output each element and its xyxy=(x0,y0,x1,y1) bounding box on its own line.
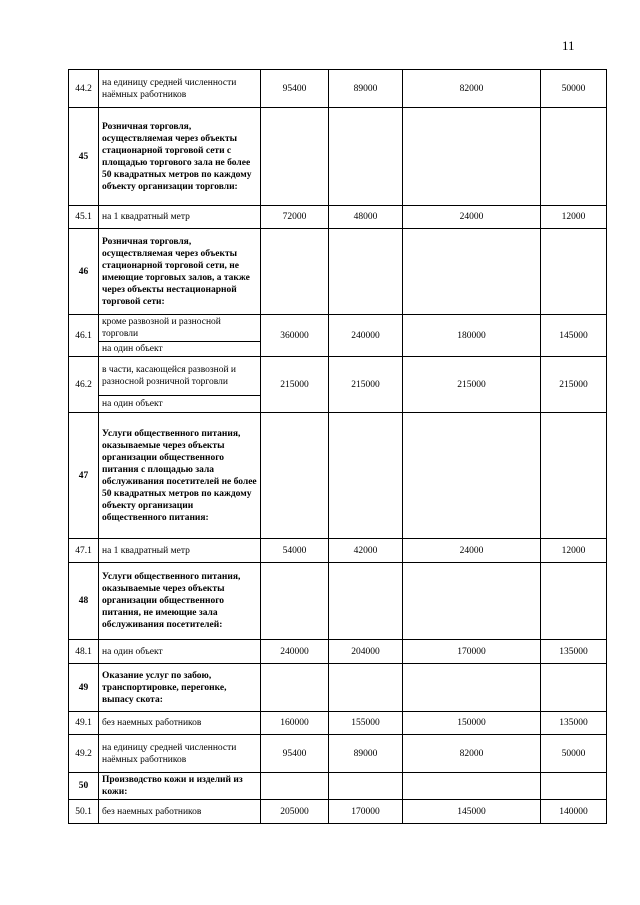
row-description-unit: на один объект xyxy=(99,342,261,357)
row-number: 46.2 xyxy=(69,357,99,413)
value-cell: 145000 xyxy=(403,800,541,824)
value-cell: 48000 xyxy=(329,206,403,229)
empty-cell xyxy=(329,229,403,315)
value-cell: 95400 xyxy=(261,70,329,108)
empty-cell xyxy=(403,108,541,206)
empty-cell xyxy=(329,563,403,640)
row-number: 50.1 xyxy=(69,800,99,824)
row-number: 48 xyxy=(69,563,99,640)
value-cell: 215000 xyxy=(261,357,329,413)
value-cell: 215000 xyxy=(403,357,541,413)
empty-cell xyxy=(261,664,329,712)
row-description: на один объект xyxy=(99,640,261,664)
empty-cell xyxy=(329,413,403,539)
empty-cell xyxy=(329,108,403,206)
value-cell: 170000 xyxy=(329,800,403,824)
table-row-section xyxy=(69,563,607,640)
row-description: в части, касающейся развозной и разносной розничной торговли xyxy=(99,357,261,396)
section-title: Розничная торговля, осуществляемая через объекты стационарной торговой сети, не имеющие торговых залов, а также через объекты нестационарной торговой сети: xyxy=(99,229,261,315)
empty-cell xyxy=(329,664,403,712)
value-cell: 42000 xyxy=(329,539,403,563)
row-description: кроме развозной и разносной торговли xyxy=(99,315,261,342)
row-number: 44.2 xyxy=(69,70,99,108)
value-cell: 12000 xyxy=(541,206,607,229)
row-number: 49 xyxy=(69,664,99,712)
empty-cell xyxy=(329,773,403,800)
empty-cell xyxy=(541,413,607,539)
value-cell: 135000 xyxy=(541,712,607,735)
section-title: Производство кожи и изделий из кожи: xyxy=(99,773,261,800)
value-cell: 72000 xyxy=(261,206,329,229)
value-cell: 95400 xyxy=(261,735,329,773)
section-title: Услуги общественного питания, оказываемые через объекты организации общественного питания с площадью зала обслуживания посетителей не более 50 квадратных метров по каждому объекту организации общественного питания: xyxy=(99,413,261,539)
value-cell: 360000 xyxy=(261,315,329,357)
empty-cell xyxy=(541,563,607,640)
value-cell: 160000 xyxy=(261,712,329,735)
value-cell: 82000 xyxy=(403,70,541,108)
empty-cell xyxy=(261,413,329,539)
empty-cell xyxy=(541,773,607,800)
table-row-section xyxy=(69,108,607,206)
empty-cell xyxy=(403,229,541,315)
value-cell: 204000 xyxy=(329,640,403,664)
value-cell: 12000 xyxy=(541,539,607,563)
empty-cell xyxy=(403,773,541,800)
row-number: 49.1 xyxy=(69,712,99,735)
value-cell: 89000 xyxy=(329,70,403,108)
row-number: 50 xyxy=(69,773,99,800)
value-cell: 215000 xyxy=(541,357,607,413)
table-row-section xyxy=(69,413,607,539)
row-description: на 1 квадратный метр xyxy=(99,539,261,563)
empty-cell xyxy=(403,664,541,712)
value-cell: 135000 xyxy=(541,640,607,664)
value-cell: 205000 xyxy=(261,800,329,824)
row-description-unit: на один объект xyxy=(99,396,261,413)
value-cell: 50000 xyxy=(541,70,607,108)
value-cell: 24000 xyxy=(403,206,541,229)
value-cell: 140000 xyxy=(541,800,607,824)
empty-cell xyxy=(261,108,329,206)
row-number: 47 xyxy=(69,413,99,539)
value-cell: 89000 xyxy=(329,735,403,773)
table-row-section xyxy=(69,664,607,712)
empty-cell xyxy=(403,413,541,539)
empty-cell xyxy=(541,664,607,712)
section-title: Услуги общественного питания, оказываемые через объекты организации общественного питания, не имеющие зала обслуживания посетителей: xyxy=(99,563,261,640)
table-row xyxy=(69,539,607,563)
empty-cell xyxy=(261,229,329,315)
value-cell: 155000 xyxy=(329,712,403,735)
row-number: 45 xyxy=(69,108,99,206)
table-row xyxy=(69,735,607,773)
row-number: 46 xyxy=(69,229,99,315)
table-row xyxy=(69,315,607,342)
table-row-section xyxy=(69,229,607,315)
section-title: Розничная торговля, осуществляемая через объекты стационарной торговой сети с площадью торгового зала не более 50 квадратных метров по каждому объекту организации торговли: xyxy=(99,108,261,206)
empty-cell xyxy=(261,563,329,640)
empty-cell xyxy=(403,563,541,640)
value-cell: 180000 xyxy=(403,315,541,357)
value-cell: 54000 xyxy=(261,539,329,563)
table-row xyxy=(69,712,607,735)
section-title: Оказание услуг по забою, транспортировке, перегонке, выпасу скота: xyxy=(99,664,261,712)
table-row xyxy=(69,800,607,824)
value-cell: 240000 xyxy=(329,315,403,357)
table-row-section xyxy=(69,773,607,800)
row-description: без наемных работников xyxy=(99,712,261,735)
value-cell: 50000 xyxy=(541,735,607,773)
value-cell: 145000 xyxy=(541,315,607,357)
table-row xyxy=(69,206,607,229)
row-number: 48.1 xyxy=(69,640,99,664)
table-row xyxy=(69,640,607,664)
row-description: на единицу средней численности наёмных работников xyxy=(99,70,261,108)
row-number: 46.1 xyxy=(69,315,99,357)
table-row xyxy=(69,357,607,396)
value-cell: 215000 xyxy=(329,357,403,413)
empty-cell xyxy=(541,229,607,315)
value-cell: 170000 xyxy=(403,640,541,664)
row-description: на единицу средней численности наёмных работников xyxy=(99,735,261,773)
row-number: 49.2 xyxy=(69,735,99,773)
value-cell: 82000 xyxy=(403,735,541,773)
row-number: 45.1 xyxy=(69,206,99,229)
empty-cell xyxy=(261,773,329,800)
value-cell: 150000 xyxy=(403,712,541,735)
value-cell: 24000 xyxy=(403,539,541,563)
row-number: 47.1 xyxy=(69,539,99,563)
empty-cell xyxy=(541,108,607,206)
row-description: на 1 квадратный метр xyxy=(99,206,261,229)
page-number: 11 xyxy=(562,38,575,53)
tariff-table xyxy=(68,69,607,824)
value-cell: 240000 xyxy=(261,640,329,664)
row-description: без наемных работников xyxy=(99,800,261,824)
table-row xyxy=(69,70,607,108)
